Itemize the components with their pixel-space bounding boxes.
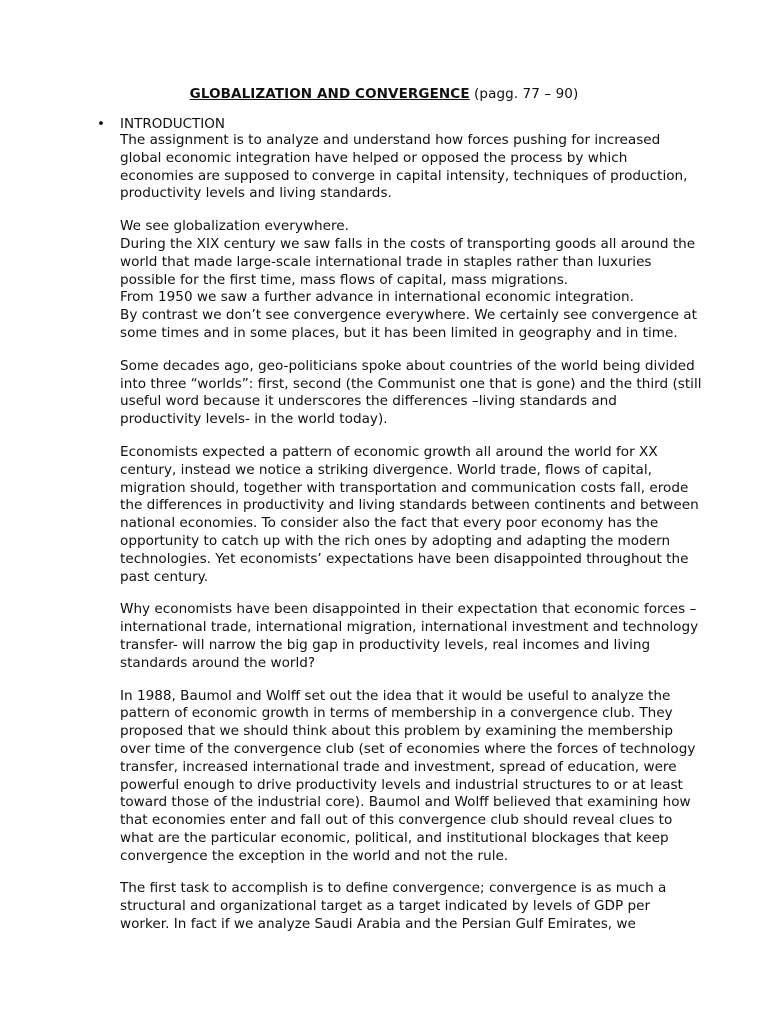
paragraph-three-worlds: Some decades ago, geo-politicians spoke about countries of the world being divided into three “worlds”: first, second (the Communist one that is gone) and the third (still useful word because it underscores the differences –living standards and productivity levels- in the world today). [120, 357, 702, 428]
document-title [0, 86, 768, 103]
paragraph-why-disappointed: Why economists have been disappointed in their expectation that economic forces –international trade, international migration, international investment and technology transfer- will narrow the big gap in productivity levels, real incomes and living standards around the world? [120, 601, 699, 671]
title-pages: (pagg. 77 – 90) [469, 86, 579, 102]
paragraph-baumol-wolff: In 1988, Baumol and Wolff set out the idea that it would be useful to analyze the pattern of economic growth in terms of membership in a convergence club. They proposed that we should think about this problem by examining the membership over time of the convergence club (set of economies where the forces of technology transfer, increased international trade and investment, spread of education, were powerful enough to drive productivity levels and industrial structures to or at least toward those of the industrial core). Baumol and Wolff believed that examining how that economies enter and fall out of this convergence club should reveal clues to what are the particular economic, political, and institutional blockages that keep convergence the exception in the world and not the rule. [120, 687, 696, 864]
paragraph-define-convergence: The first task to accomplish is to define convergence; convergence is as much a structural and organizational target as a target indicated by levels of GDP per worker. In fact if we analyze Saudi Arabia and the Persian Gulf Emirates, we [120, 880, 667, 933]
paragraph-divergence: Economists expected a pattern of economic growth all around the world for XX century, instead we notice a striking divergence. World trade, flows of capital, migration should, together with transportation and communication costs fall, erode the differences in productivity and living standards between continents and between national economies. To consider also the fact that every poor economy has the opportunity to catch up with the rich ones by adopting and adapting the modern technologies. Yet economists’ expectations have been disappointed throughout the past century. [120, 443, 699, 585]
paragraph-xix-century: During the XIX century we saw falls in the costs of transporting goods all around the world that made large-scale international trade in staples rather than luxuries possible for the first time, mass flows of capital, mass migrations. [120, 235, 696, 288]
paragraph-1950: From 1950 we saw a further advance in international economic integration. [120, 289, 634, 306]
title-main: GLOBALIZATION AND CONVERGENCE [189, 86, 470, 102]
bullet-icon: • [97, 116, 105, 132]
section-heading: INTRODUCTION [120, 116, 225, 132]
paragraph-globalization: We see globalization everywhere. [120, 218, 349, 235]
paragraph-intro: The assignment is to analyze and understand how forces pushing for increased global economic integration have helped or opposed the process by which economies are supposed to converge in capital intensity, techniques of production, productivity levels and living standards. [120, 132, 688, 202]
body-text [120, 132, 702, 934]
paragraph-convergence-contrast: By contrast we don’t see convergence everywhere. We certainly see convergence at some times and in some places, but it has been limited in geography and in time. [120, 307, 697, 341]
